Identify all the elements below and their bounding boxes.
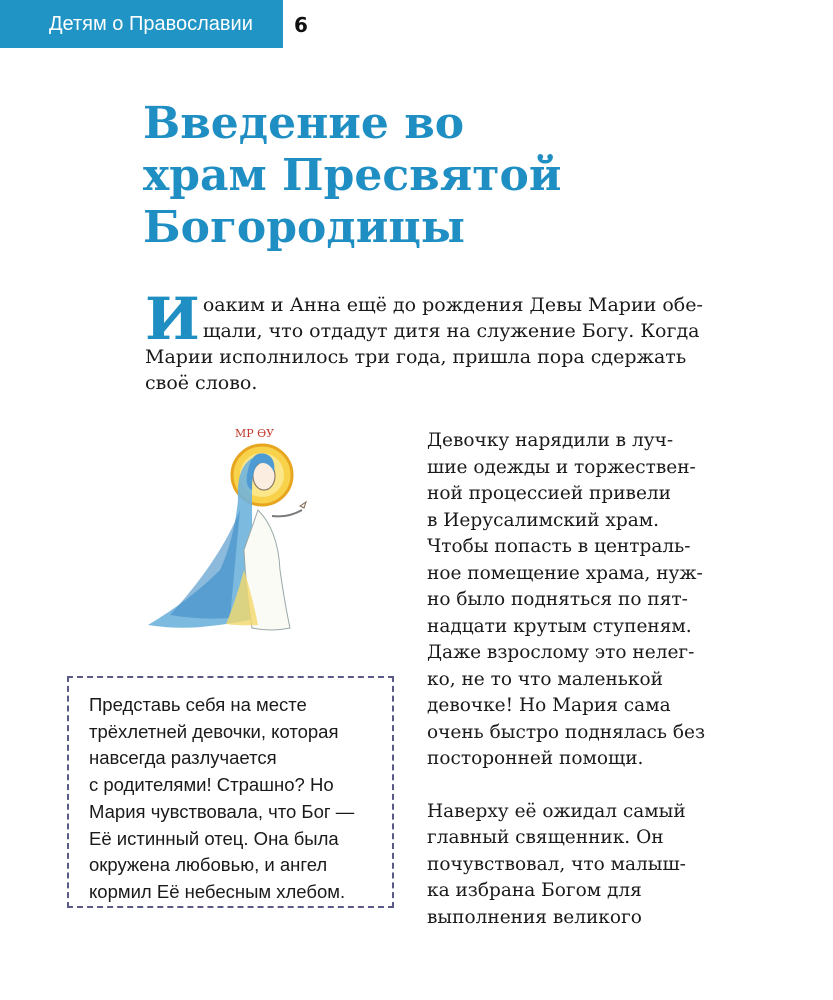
virgin-mary-icon [140, 420, 310, 645]
text-line: Чтобы попасть в централь- [427, 536, 691, 557]
text-line: Наверху её ожидал самый [427, 800, 686, 822]
header-bar [0, 0, 283, 48]
title-line: Введение во [143, 98, 465, 149]
intro-line: оаким и Анна ещё до рождения Девы Марии обе- [202, 294, 703, 316]
text-line: главный священник. Он [427, 827, 664, 848]
intro-line: своё слово. [145, 372, 258, 394]
intro-line: щали, что отдадут дитя на служение Богу. Когда [202, 320, 700, 342]
text-line: ной процессией привели [427, 483, 671, 504]
text-line: посторонней помощи. [427, 748, 644, 769]
title-line: Богородицы [143, 202, 465, 253]
reflection-line: кормил Её небесным хлебом. [89, 880, 346, 902]
main-text-column [427, 428, 747, 931]
intro-paragraph [145, 285, 745, 396]
text-line: девочке! Но Мария сама [427, 695, 671, 716]
text-line: но было подняться по пят- [427, 589, 688, 610]
text-line: очень быстро поднялась без [427, 721, 706, 743]
text-line: ко, не то что маленькой [427, 668, 663, 690]
text-line: ное помещение храма, нуж- [427, 562, 703, 584]
reflection-line: окружена любовью, и ангел [89, 854, 328, 876]
title-line: храм Пресвятой [143, 150, 562, 201]
text-line: шие одежды и торжествен- [427, 456, 696, 478]
reflection-text [89, 692, 354, 906]
series-title: Детям о Православии [49, 12, 253, 35]
text-line: Девочку нарядили в луч- [427, 430, 674, 451]
reflection-line: Представь себя на месте [89, 694, 307, 715]
reflection-box [67, 676, 394, 908]
paragraph-gap [427, 773, 747, 799]
text-line: надцати крутым ступеням. [427, 615, 692, 637]
reflection-line: навсегда разлучается [89, 747, 277, 769]
text-line: в Иерусалимский храм. [427, 509, 660, 531]
drop-cap: И [145, 285, 200, 353]
text-line: почувствовал, что малыш- [427, 853, 686, 875]
text-line: Даже взрослому это нелег- [427, 642, 695, 663]
reflection-line: Её истинный отец. Она была [89, 827, 339, 849]
text-line: ка избрана Богом для [427, 880, 642, 901]
reflection-line: Мария чувствовала, что Бог — [89, 800, 355, 822]
icon-inscription: МР ѲУ [235, 427, 275, 440]
text-line: выполнения великого [427, 906, 642, 928]
page-title [143, 98, 561, 254]
page-number: 6 [294, 13, 308, 37]
virgin-mary-illustration [140, 420, 310, 645]
reflection-line: трёхлетней девочки, которая [89, 720, 339, 742]
intro-line: Марии исполнилось три года, пришла пора сдержать [145, 346, 687, 368]
reflection-line: с родителями! Страшно? Но [89, 774, 334, 796]
